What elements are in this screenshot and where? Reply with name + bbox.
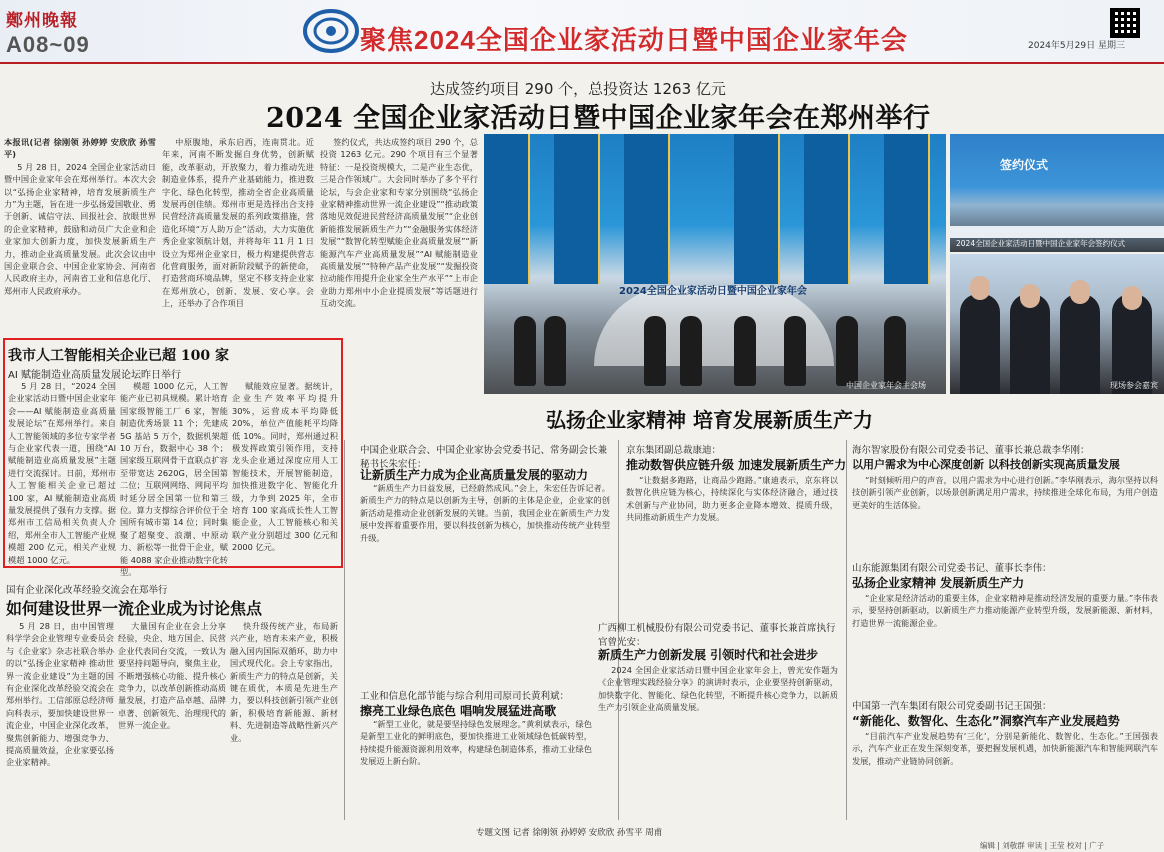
ai-article-title: 我市人工智能相关企业已超 100 家 bbox=[8, 348, 229, 364]
shandong-body bbox=[852, 592, 1158, 692]
haier-text: “时刻倾听用户的声音，以用户需求为中心进行创新。”李华刚表示，海尔坚持以科技创新引领产业创新，以场景创新满足用户需求，持续推进全球化布局，为用户创造更美好的生活体验。 bbox=[852, 475, 1158, 510]
union-title: 让新质生产力成为企业高质量发展的驱动力 bbox=[360, 468, 589, 482]
masthead-logo: 鄭州晚報 bbox=[6, 11, 78, 31]
issue-date: 2024年5月29日 星期三 bbox=[1028, 41, 1125, 51]
guangxi-body bbox=[598, 664, 838, 820]
ai-column-2 bbox=[120, 380, 228, 578]
green-text: “新型工业化，就是要坚持绿色发展理念。”黄利斌表示，绿色是新型工业化的鲜明底色，要加快推进工业领域绿色低碳转型，持续提升能源资源利用效率，构建绿色制造体系，推动工业绿色发展迈上新台阶。 bbox=[360, 719, 592, 767]
green-kicker: 工业和信息化部节能与综合利用司原司长黄利斌： bbox=[360, 691, 570, 702]
guests-photo bbox=[950, 254, 1164, 394]
faw-body bbox=[852, 730, 1158, 826]
lead-column-3 bbox=[320, 136, 478, 332]
shandong-text: “企业家是经济活动的重要主体，企业家精神是推动经济发展的重要力量。”李伟表示，要坚持创新驱动，以新质生产力推动能源产业转型升级，发展新能源、新材料，打造世界一流能源企业。 bbox=[852, 593, 1158, 628]
faw-title: “新能化、数智化、生态化”洞察汽车产业发展趋势 bbox=[852, 714, 1120, 728]
guangxi-title: 新质生产力创新发展 引领时代和社会进步 bbox=[598, 648, 819, 662]
world-column-3 bbox=[230, 620, 338, 820]
band-headline: 聚焦2024全国企业家活动日暨中国企业家年会 bbox=[360, 25, 908, 55]
guangxi-kicker: 广西柳工机械股份有限公司党委书记、董事长兼首席执行官曾光安： bbox=[598, 623, 836, 648]
page-header bbox=[0, 0, 1164, 64]
haier-kicker: 海尔智家股份有限公司党委书记、董事长兼总裁李华刚： bbox=[852, 445, 1090, 456]
lead-column-1 bbox=[4, 136, 156, 332]
lead-text-3: 签约仪式，共达成签约项目 290 个，总投资 1263 亿元。290 个项目有三个显著特征：一是投资规模大，二是产业生态优，三是合作领域广。大会同时举办了多个平行论坛，与会企业家和专家分别围绕“弘扬企业家精神推动世界一流企业建设”“推动政策落地见效促进民营经济高质量发展”“企业创新能推发展新质生产力”“金融服务实体经济发展”“数智化转型赋能企业高质量发展”“新能源汽车产业高质量发展”“AI 赋能制造业高质量发展”“特种产品产业发展”“发掘投资拉动能作用提升企业家全生产水平”“上市企业助力郑州中小企业提质发展”等话题进行互动交流。 bbox=[320, 137, 478, 309]
green-body bbox=[360, 718, 592, 822]
lead-byline: 本报讯(记者 徐刚领 孙婷婷 安欣欣 孙雪平) bbox=[4, 137, 156, 160]
qr-code-icon bbox=[1110, 8, 1140, 38]
ai-column-1 bbox=[8, 380, 116, 564]
ai-article-subtitle: AI 赋能制造业高质量发展论坛昨日举行 bbox=[8, 370, 181, 381]
jd-title: 推动数智供应链升级 加速发展新质生产力 bbox=[626, 458, 847, 472]
ai-column-3 bbox=[232, 380, 338, 564]
ai-text-2: 模超 1000 亿元，人工智能产业已初具规模。累计培育国家级智能工厂 6 家，智能制造优秀场景 11 个；先建成 5G 基站 5 万个，数据机架超 10 万台，数据中心 38 个；国家级互联网骨干直联点扩容至带宽达 2620G，居全国第二位；互联网网络、网间平均时延分居全国第一位和第三位。算力支撑综合评价位于全国所有城市第 14 位；同时集聚了超聚变、浪潮、中原动力、新松等一批骨干企业，赋能 4088 家企业推动数字化转型。 bbox=[120, 381, 228, 578]
signing-photo-caption: 2024全国企业家活动日暨中国企业家年会签约仪式 bbox=[956, 239, 1126, 248]
union-kicker: 中国企业联合会、中国企业家协会党委书记、常务副会长兼秘书长朱宏任： bbox=[360, 445, 608, 470]
world-column-2 bbox=[118, 620, 226, 820]
signing-ceremony-photo bbox=[950, 134, 1164, 252]
shandong-kicker: 山东能源集团有限公司党委书记、董事长李伟： bbox=[852, 563, 1052, 574]
section-headline: 弘扬企业家精神 培育发展新质生产力 bbox=[546, 408, 873, 432]
lead-text-2: 中原腹地，承东启西，连南贯北。近年来，河南不断发掘自身优势，创新赋能，改革驱动，开放聚力，着力推动先进制造业体系，提升产业基础能力，推进数字化、绿色化转型，推动全省企业高质量发展再创佳绩。郑州市更是选择出合支持民营经济高质量发展的系列政策措施，营造化环境“万人助万企”活动，大力实施优秀企业家领航计划，并将每年 11 月 1 日设立为郑州企业家日，极力构建提供营志化营商服务，面对新阶段赋予的新使命，打造营商环境品牌，坚定不移支持企业家在郑州放心，创新、发展、安心享。会上，还举办了合作项目 bbox=[162, 137, 314, 309]
union-body bbox=[360, 482, 610, 680]
guests-photo-caption: 现场参会嘉宾 bbox=[1110, 381, 1158, 390]
union-text: “新质生产力日益发展，已经蔚然成风。”会上，朱宏任告诉记者。新质生产力的特点是以创新为主导，创新的主体是企业，企业家的创新活动是推动企业创新发展的关键。当前，我国企业在新质生产力发展中发挥着重要作用，要以科技创新为核心，加快推动传统产业转型升级。 bbox=[360, 483, 610, 543]
shandong-title: 弘扬企业家精神 发展新质生产力 bbox=[852, 576, 1025, 590]
ai-text-1: 5 月 28 日，“2024 全国企业家活动日暨中国企业家年会——AI 赋能制造业高质量发展论坛”在郑州举行。来自人工智能领域的多位专家学者与企业家代表一道，围绕“AI 赋能制造业高质量发展”主题进行交流探讨。日前，郑州市人工智能相关企业已超过 100 家，AI 赋能制造业高质量发展提供了强有力支撑。据郑州市工信局相关负责人介绍，郑州全市人工智能产业规模超 200 亿元，相关产业规模超 1000 亿元。 bbox=[8, 381, 116, 565]
jd-body bbox=[626, 474, 838, 614]
stage-banner-text: 2024全国企业家活动日暨中国企业家年会 bbox=[619, 286, 807, 297]
lead-kicker: 达成签约项目 290 个，总投资达 1263 亿元 bbox=[430, 80, 726, 98]
photo-credit: 专题文图 记者 徐刚领 孙婷婷 安欣欣 孙雪平 周甫 bbox=[476, 828, 663, 838]
world-text-1: 5 月 28 日，由中国管理科学学会企业管理专业委员会与《企业家》杂志社联合举办的以“弘扬企业家精神 推动世界一流企业建设”为主题的国有企业深化改革经验交流会在郑州举行。工信部原总经济师向科表示，要加快建设世界一流企业，中国企业深化改革，聚焦创新能力、增强竞争力、提高质量效益，企业家要弘扬企业家精神。 bbox=[6, 621, 114, 768]
world-text-3: 快升级传统产业，布局新兴产业，培育未来产业，积极融入国内国际双循环，助力中国式现代化。会上专家指出，新质生产力的特点是创新，关键在质优，本质是先进生产力，要以科技创新引领产业创新，积极培育新能源、新材料、先进制造等战略性新兴产业。 bbox=[230, 621, 338, 743]
lead-headline: 2024 全国企业家活动日暨中国企业家年会在郑州举行 bbox=[266, 103, 931, 134]
signing-banner-text: 签约仪式 bbox=[1000, 158, 1049, 172]
world-class-kicker: 国有企业深化改革经验交流会在郑举行 bbox=[6, 585, 168, 596]
main-venue-photo bbox=[484, 134, 946, 394]
jd-text: “让数据多跑路，让商品少跑路。”康迪表示，京东将以数智化供应链为核心，持续深化与实体经济融合，通过技术创新与产业协同，助力更多企业降本增效、提质升级，共同推动新质生产力发展。 bbox=[626, 475, 838, 523]
editor-credit: 编辑 | 刘敬群 审读 | 王莹 校对 | 广子 bbox=[980, 841, 1105, 850]
lead-text-1: 5 月 28 日，2024 全国企业家活动日暨中国企业家年会在郑州举行。本次大会以“弘扬企业家精神，培育发展新质生产力”为主题，旨在进一步弘扬爱国敬业、勇于创新、诚信守法、回报社会、放眼世界的企业家精神，鼓励和动员广大企业和企业家加大创新力度，加快发展新质生产力，推动企业高质量发展。此次会议由中国企业联合会、中国企业家协会、河南省人民政府主办，河南省工业和信息化厅、郑州市人民政府承办。 bbox=[4, 161, 156, 296]
jd-kicker: 京东集团副总裁康迪： bbox=[626, 445, 722, 456]
faw-text: “目前汽车产业发展趋势有‘三化’，分别是新能化、数智化、生态化。”王国强表示，汽车产业正在发生深刻变革，要把握发展机遇，加快新能源汽车和智能网联汽车发展，推动产业链协同创新。 bbox=[852, 731, 1158, 766]
guangxi-text: 2024 全国企业家活动日暨中国企业家年会上，曾光安作题为《企业管理实践经验分享》的演讲时表示，企业要坚持创新驱动，加快数字化、智能化、绿色化转型，不断提升核心竞争力，以新质生产力引领企业高质量发展。 bbox=[598, 665, 838, 713]
ai-text-3: 赋能效应显著。据统计，企业生产效率平均提升 30%，运营成本平均降低 20%，单位产值能耗平均降低 10%。同时，郑州通过积极发挥政策引领作用，支持龙头企业通过深度应用人工智能技术，开展智能制造，加快推进数字化、智能化升级，力争到 2025 年，全市培育 100 家高成长性人工智能企业，人工智能核心和关联产业分别超过 300 亿元和 2000 亿元。 bbox=[232, 381, 338, 553]
world-column-1 bbox=[6, 620, 114, 820]
world-class-title: 如何建设世界一流企业成为讨论焦点 bbox=[6, 599, 263, 618]
lead-column-2 bbox=[162, 136, 314, 332]
page-number: A08~09 bbox=[6, 32, 90, 57]
event-logo-icon bbox=[302, 6, 360, 56]
green-title: 擦亮工业绿色底色 唱响发展猛进高歌 bbox=[360, 704, 557, 718]
haier-title: 以用户需求为中心深度创新 以科技创新实现高质量发展 bbox=[852, 458, 1120, 471]
world-text-2: 大量国有企业在会上分享经验，央企、地方国企、民营企业代表同台交流，一致认为要坚持问题导向，聚焦主业，不断增强核心功能、提升核心竞争力，以改革创新推动高质量发展，打造产品卓越、品牌卓著、创新领先、治理现代的世界一流企业。 bbox=[118, 621, 226, 731]
haier-body bbox=[852, 474, 1158, 554]
faw-kicker: 中国第一汽车集团有限公司党委副书记王国强： bbox=[852, 701, 1052, 712]
main-photo-caption: 中国企业家年会主会场 bbox=[846, 381, 926, 390]
